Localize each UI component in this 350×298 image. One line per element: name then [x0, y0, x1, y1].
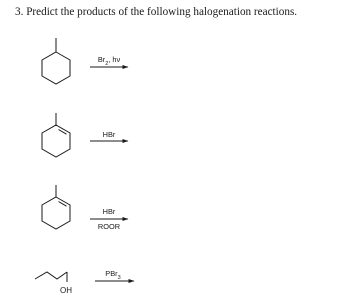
reagent-label-1: $Br_2$, hν: [97, 55, 121, 67]
hydroxyl-label: OH: [60, 286, 72, 295]
reagent-label-3: HBr: [102, 207, 116, 216]
methylcyclohexane-structure: [42, 38, 70, 84]
reagent-condition-3: ROOR: [97, 222, 121, 231]
propanol-structure: [35, 272, 67, 279]
question-prompt: Predict the products of the following halogenation reactions.: [26, 6, 298, 18]
reaction-3: [42, 185, 128, 231]
reagent-label-2: HBr: [102, 130, 116, 139]
reaction-2: [42, 113, 128, 157]
reaction-4: [35, 269, 134, 295]
methylcyclohexene-structure: [42, 185, 70, 229]
reaction-1: [42, 38, 128, 84]
methylcyclohexene-structure: [42, 113, 70, 157]
reagent-label-4: PBr$_3$: [105, 269, 121, 281]
question-number: 3.: [15, 6, 24, 18]
